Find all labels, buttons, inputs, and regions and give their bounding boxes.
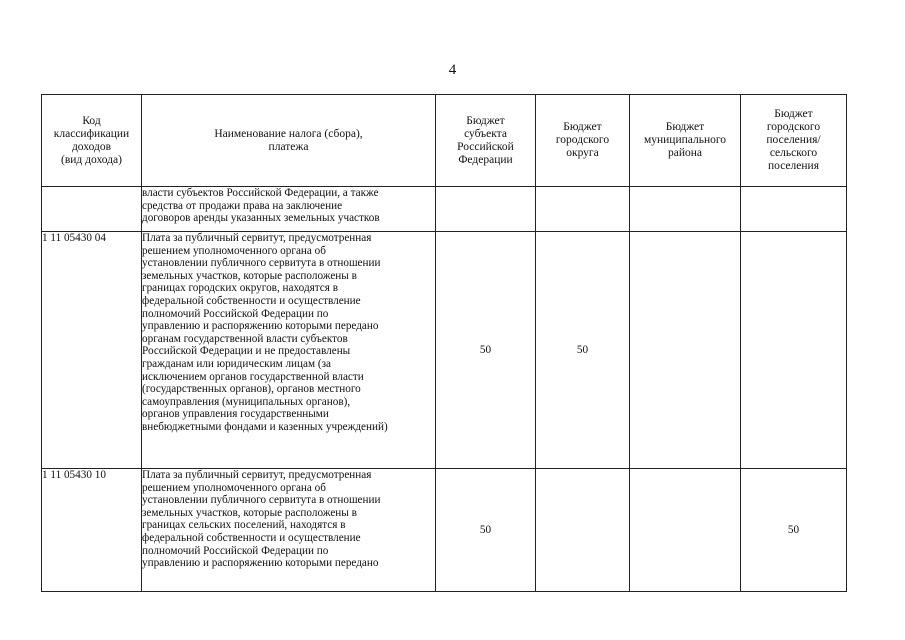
- row-settlement-value: [741, 232, 847, 469]
- text-line: Бюджет: [563, 121, 602, 133]
- text-line: округа: [566, 147, 599, 159]
- text-line: гражданам или юридическим лицам (за: [142, 357, 331, 370]
- text-line: Федерации: [458, 153, 513, 166]
- text-line: Российской Федерации и не предоставлены: [142, 345, 351, 358]
- text-line: Российской: [457, 140, 514, 153]
- text-line: установлении публичного сервитута в отношении: [142, 257, 381, 270]
- text-line: органам государственной власти субъектов: [142, 332, 348, 345]
- row-municipal-district-value: [630, 469, 741, 592]
- row-settlement-value: [741, 187, 847, 232]
- text-line: района: [667, 147, 703, 159]
- text-line: Плата за публичный сервитут, предусмотренная: [142, 469, 372, 481]
- row-name: [142, 232, 436, 469]
- text-line: решением уполномоченного органа об: [142, 481, 326, 494]
- text-line: управлению и распоряжению которыми передано: [142, 557, 379, 570]
- table-header-row: [42, 95, 847, 187]
- row-municipal-district-value: [630, 187, 741, 232]
- text-line: самоуправления (муниципальных органов),: [142, 395, 351, 408]
- text-line: Плата за публичный сервитут, предусмотренная: [142, 232, 372, 244]
- row-subject-value: 50: [436, 469, 536, 592]
- header-subject-budget: [436, 95, 536, 187]
- text-line: классификации: [53, 127, 130, 140]
- header-municipal-district-budget: [630, 95, 741, 187]
- text-line: Бюджет: [774, 108, 813, 120]
- row-code: 1 11 05430 10: [42, 469, 142, 592]
- row-subject-value: [436, 187, 536, 232]
- text-line: городского: [766, 121, 821, 133]
- text-line: субъекта: [464, 127, 507, 140]
- row-code: 1 11 05430 04: [42, 232, 142, 469]
- row-city-district-value: [536, 469, 630, 592]
- text-line: решением уполномоченного органа об: [142, 244, 326, 257]
- text-line: Бюджет: [665, 121, 705, 133]
- table-row: [42, 469, 847, 592]
- row-municipal-district-value: [630, 232, 741, 469]
- text-line: городского: [555, 134, 610, 146]
- text-line: доходов: [71, 140, 112, 153]
- text-line: установлении публичного сервитута в отношении: [142, 494, 381, 507]
- header-name: [142, 95, 436, 187]
- text-line: договоров аренды указанных земельных участков: [142, 212, 380, 225]
- budget-distribution-table: [41, 94, 847, 592]
- text-line: органов управления государственными: [142, 408, 329, 421]
- text-line: федеральной собственности и осуществление: [142, 531, 361, 544]
- text-line: (государственных органов), органов местного: [142, 383, 361, 396]
- table-row: [42, 187, 847, 232]
- text-line: границах сельских поселений, находятся в: [142, 519, 346, 532]
- text-line: земельных участков, которые расположены в: [142, 506, 357, 519]
- text-line: федеральной собственности и осуществление: [142, 294, 361, 307]
- text-line: внебюджетными фондами и казенных учреждений): [142, 420, 388, 433]
- text-line: полномочий Российской Федерации по: [142, 544, 329, 557]
- row-code: [42, 187, 142, 232]
- header-code: [42, 95, 142, 187]
- row-subject-value: 50: [436, 232, 536, 469]
- text-line: средства от продажи права на заключение: [142, 199, 343, 212]
- row-name: [142, 187, 436, 232]
- text-line: полномочий Российской Федерации по: [142, 307, 329, 320]
- row-city-district-value: [536, 187, 630, 232]
- text-line: управлению и распоряжению которыми передано: [142, 320, 379, 333]
- text-line: платежа: [268, 140, 309, 153]
- text-line: исключением органов государственной власти: [142, 370, 364, 383]
- row-settlement-value: 50: [741, 469, 847, 592]
- row-city-district-value: 50: [536, 232, 630, 469]
- text-line: поселения/: [766, 134, 821, 146]
- text-line: земельных участков, которые расположены в: [142, 269, 357, 282]
- text-line: сельского: [769, 147, 818, 159]
- text-line: власти субъектов Российской Федерации, а также: [142, 187, 379, 199]
- page-number: 4: [448, 62, 457, 78]
- text-line: границах городских округов, находятся в: [142, 282, 338, 295]
- text-line: (вид дохода): [61, 153, 122, 166]
- header-settlement-budget: [741, 95, 847, 187]
- text-line: Код: [82, 114, 101, 127]
- text-line: муниципального: [643, 134, 727, 146]
- text-line: Наименование налога (сбора),: [214, 127, 363, 140]
- text-line: Бюджет: [466, 114, 505, 127]
- header-city-district-budget: [536, 95, 630, 187]
- text-line: поселения: [768, 160, 819, 172]
- row-name: [142, 469, 436, 592]
- table-row: [42, 232, 847, 469]
